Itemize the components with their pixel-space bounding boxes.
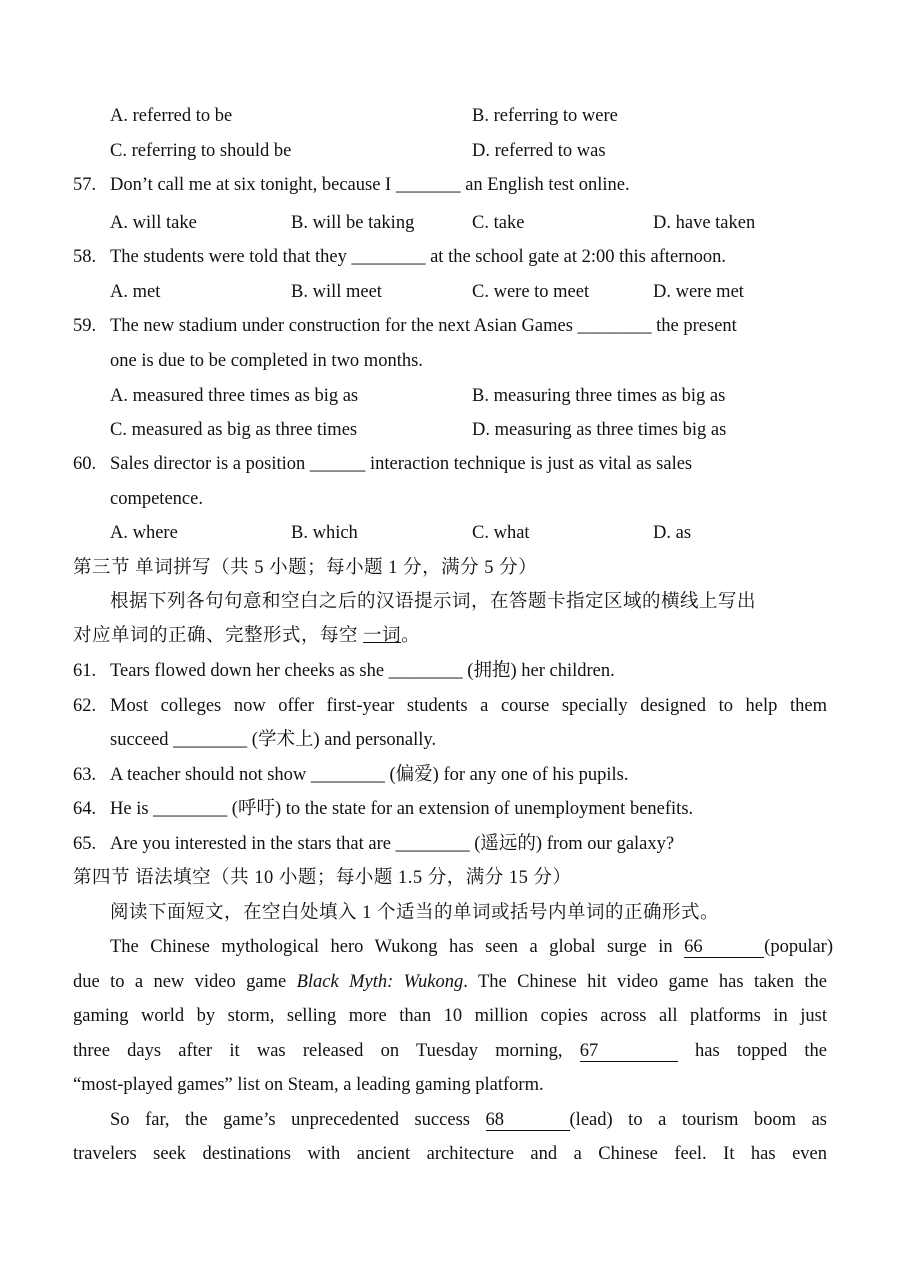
passage-text: due to a new video game — [73, 972, 287, 992]
q56-option-b: B. referring to were — [472, 106, 618, 126]
blank-68[interactable]: 68 — [486, 1110, 570, 1131]
instruction-underlined: 一词 — [363, 626, 402, 646]
passage-text: has topped the — [695, 1041, 828, 1061]
q58-option-a: A. met — [110, 282, 161, 302]
q60-number: 60. — [73, 454, 97, 474]
passage-p1-line4 — [73, 1039, 827, 1063]
q60-option-b: B. which — [291, 523, 358, 543]
section4-title: 第四节 语法填空（共 10 小题；每小题 1.5 分，满分 15 分） — [73, 868, 572, 888]
q58-option-d: D. were met — [653, 282, 744, 302]
q60-option-a: A. where — [110, 523, 178, 543]
q57-option-b: B. will be taking — [291, 213, 415, 233]
q63-number: 63. — [73, 765, 97, 785]
q56-option-c: C. referring to should be — [110, 141, 292, 161]
passage-text: So far, the game’s unprecedented success — [110, 1110, 470, 1130]
q57-stem: Don’t call me at six tonight, because I _______ an English test online. — [110, 175, 630, 195]
q59-option-c: C. measured as big as three times — [110, 420, 358, 440]
passage-p1-line5: “most-played games” list on Steam, a leading gaming platform. — [73, 1075, 544, 1095]
blank-66[interactable]: 66 — [684, 937, 764, 958]
q57-option-a: A. will take — [110, 213, 197, 233]
q56-option-a: A. referred to be — [110, 106, 233, 126]
q61-number: 61. — [73, 661, 97, 681]
q61-stem: Tears flowed down her cheeks as she ________ (拥抱) her children. — [110, 661, 615, 681]
passage-p1-line1 — [110, 935, 833, 959]
q64-number: 64. — [73, 799, 97, 819]
game-title: Black Myth: Wukong — [296, 972, 464, 992]
q58-option-b: B. will meet — [291, 282, 382, 302]
section3-instruction-line2 — [73, 624, 420, 648]
section3-title: 第三节 单词拼写（共 5 小题；每小题 1 分，满分 5 分） — [73, 558, 538, 578]
passage-text: . The Chinese hit video game has taken the — [463, 972, 828, 992]
q60-option-d: D. as — [653, 523, 692, 543]
instruction-text: 对应单词的正确、完整形式，每空 — [73, 626, 364, 646]
q58-option-c: C. were to meet — [472, 282, 590, 302]
q57-number: 57. — [73, 175, 97, 195]
q58-number: 58. — [73, 247, 97, 267]
q57-option-c: C. take — [472, 213, 525, 233]
passage-p1-line3: gaming world by storm, selling more than 10 million copies across all platforms in just — [73, 1006, 827, 1026]
q59-stem-line2: one is due to be completed in two months. — [110, 351, 423, 371]
section3-instruction-line1: 根据下列各句句意和空白之后的汉语提示词，在答题卡指定区域的横线上写出 — [110, 592, 757, 612]
instruction-end: 。 — [401, 626, 421, 646]
section4-instruction: 阅读下面短文，在空白处填入 1 个适当的单词或括号内单词的正确形式。 — [110, 903, 720, 923]
passage-text: The Chinese mythological hero Wukong has seen a global surge in — [110, 937, 673, 957]
passage-hint: (lead) to a tourism boom as — [569, 1110, 828, 1130]
q59-option-b: B. measuring three times as big as — [472, 386, 726, 406]
q63-stem: A teacher should not show ________ (偏爱) for any one of his pupils. — [110, 765, 629, 785]
q60-stem-line1: Sales director is a position ______ interaction technique is just as vital as sales — [110, 454, 693, 474]
q59-stem-line1: The new stadium under construction for the next Asian Games ________ the present — [110, 316, 737, 336]
q57-option-d: D. have taken — [653, 213, 756, 233]
q60-stem-line2: competence. — [110, 489, 203, 509]
passage-hint: (popular) — [764, 937, 834, 957]
q65-stem: Are you interested in the stars that are ________ (遥远的) from our galaxy? — [110, 834, 675, 854]
q65-number: 65. — [73, 834, 97, 854]
q60-option-c: C. what — [472, 523, 530, 543]
q58-stem: The students were told that they ________ at the school gate at 2:00 this afternoon. — [110, 247, 727, 267]
q64-stem: He is ________ (呼吁) to the state for an extension of unemployment benefits. — [110, 799, 694, 819]
q59-number: 59. — [73, 316, 97, 336]
blank-67[interactable]: 67 — [580, 1041, 678, 1062]
passage-p2-line1 — [110, 1108, 827, 1132]
q62-stem-line1: Most colleges now offer first-year students a course specially designed to help them — [110, 696, 827, 716]
q56-option-d: D. referred to was — [472, 141, 606, 161]
q62-number: 62. — [73, 696, 97, 716]
passage-text: three days after it was released on Tuesday morning, — [73, 1041, 563, 1061]
q59-option-d: D. measuring as three times big as — [472, 420, 727, 440]
passage-p1-line2 — [73, 970, 827, 994]
q62-stem-line2: succeed ________ (学术上) and personally. — [110, 730, 437, 750]
q59-option-a: A. measured three times as big as — [110, 386, 359, 406]
passage-p2-line2: travelers seek destinations with ancient architecture and a Chinese feel. It has even — [73, 1144, 827, 1164]
